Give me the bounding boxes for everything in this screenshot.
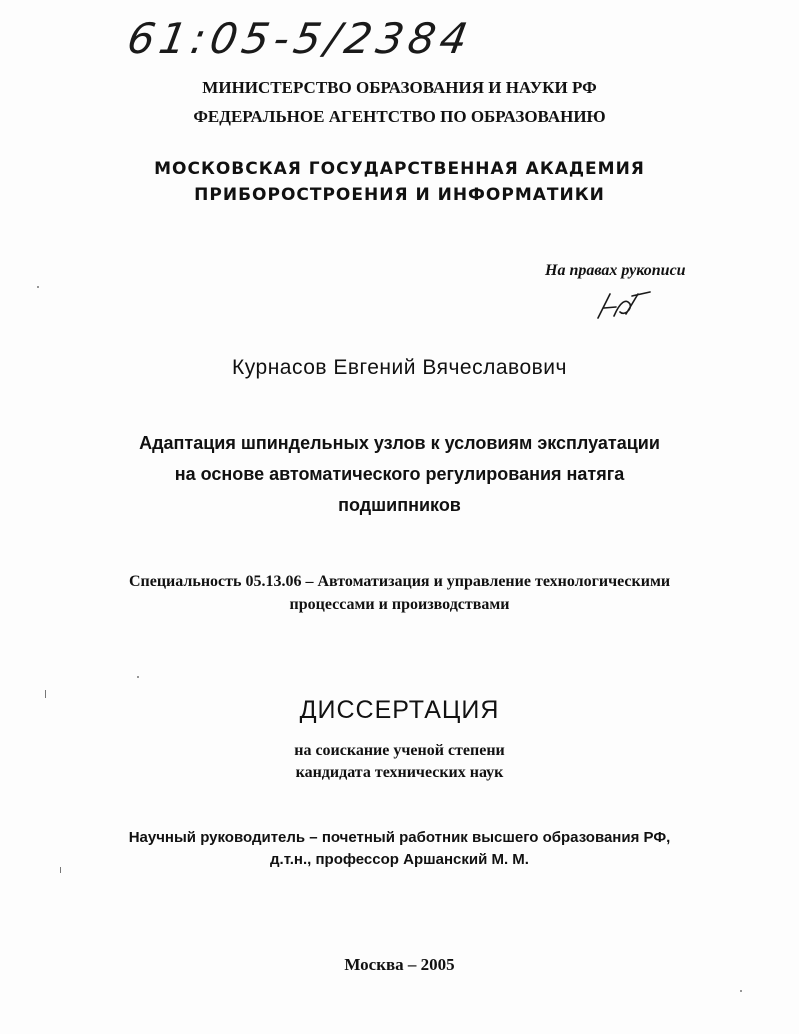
supervisor-line-2: д.т.н., профессор Аршанский М. М. bbox=[270, 851, 529, 868]
degree-line-2: кандидата технических наук bbox=[295, 764, 504, 781]
thesis-title-line-1: Адаптация шпиндельных узлов к условиям эксплуатации bbox=[139, 433, 660, 453]
institution-line-2: ПРИБОРОСТРОЕНИЯ И ИНФОРМАТИКИ bbox=[194, 185, 605, 205]
scan-speck bbox=[137, 676, 139, 678]
thesis-title-line-3: подшипников bbox=[338, 495, 461, 515]
degree-line-1: на соискание ученой степени bbox=[294, 742, 505, 759]
scan-speck bbox=[740, 990, 742, 992]
author-name: Курнасов Евгений Вячеславович bbox=[232, 356, 567, 379]
manuscript-note: На правах рукописи bbox=[545, 262, 686, 279]
scan-speck bbox=[45, 690, 46, 698]
institution-line-1: МОСКОВСКАЯ ГОСУДАРСТВЕННАЯ АКАДЕМИЯ bbox=[154, 159, 645, 179]
specialty-line-1: Специальность 05.13.06 – Автоматизация и управление технологическими bbox=[128, 573, 671, 590]
document-type: ДИССЕРТАЦИЯ bbox=[299, 696, 500, 724]
thesis-title-line-2: на основе автоматического регулирования натяга bbox=[174, 464, 625, 484]
scan-speck bbox=[37, 286, 39, 288]
scan-speck bbox=[60, 867, 61, 873]
supervisor-line-1: Научный руководитель – почетный работник высшего образования РФ, bbox=[128, 829, 671, 846]
handwritten-signature bbox=[592, 288, 652, 322]
agency-heading: ФЕДЕРАЛЬНОЕ АГЕНТСТВО ПО ОБРАЗОВАНИЮ bbox=[193, 107, 606, 126]
specialty-line-2: процессами и производствами bbox=[289, 596, 510, 613]
city-year: Москва – 2005 bbox=[344, 955, 455, 974]
ministry-heading: МИНИСТЕРСТВО ОБРАЗОВАНИЯ И НАУКИ РФ bbox=[202, 78, 597, 97]
handwritten-archive-code: 61:05-5/2384 bbox=[123, 14, 477, 63]
